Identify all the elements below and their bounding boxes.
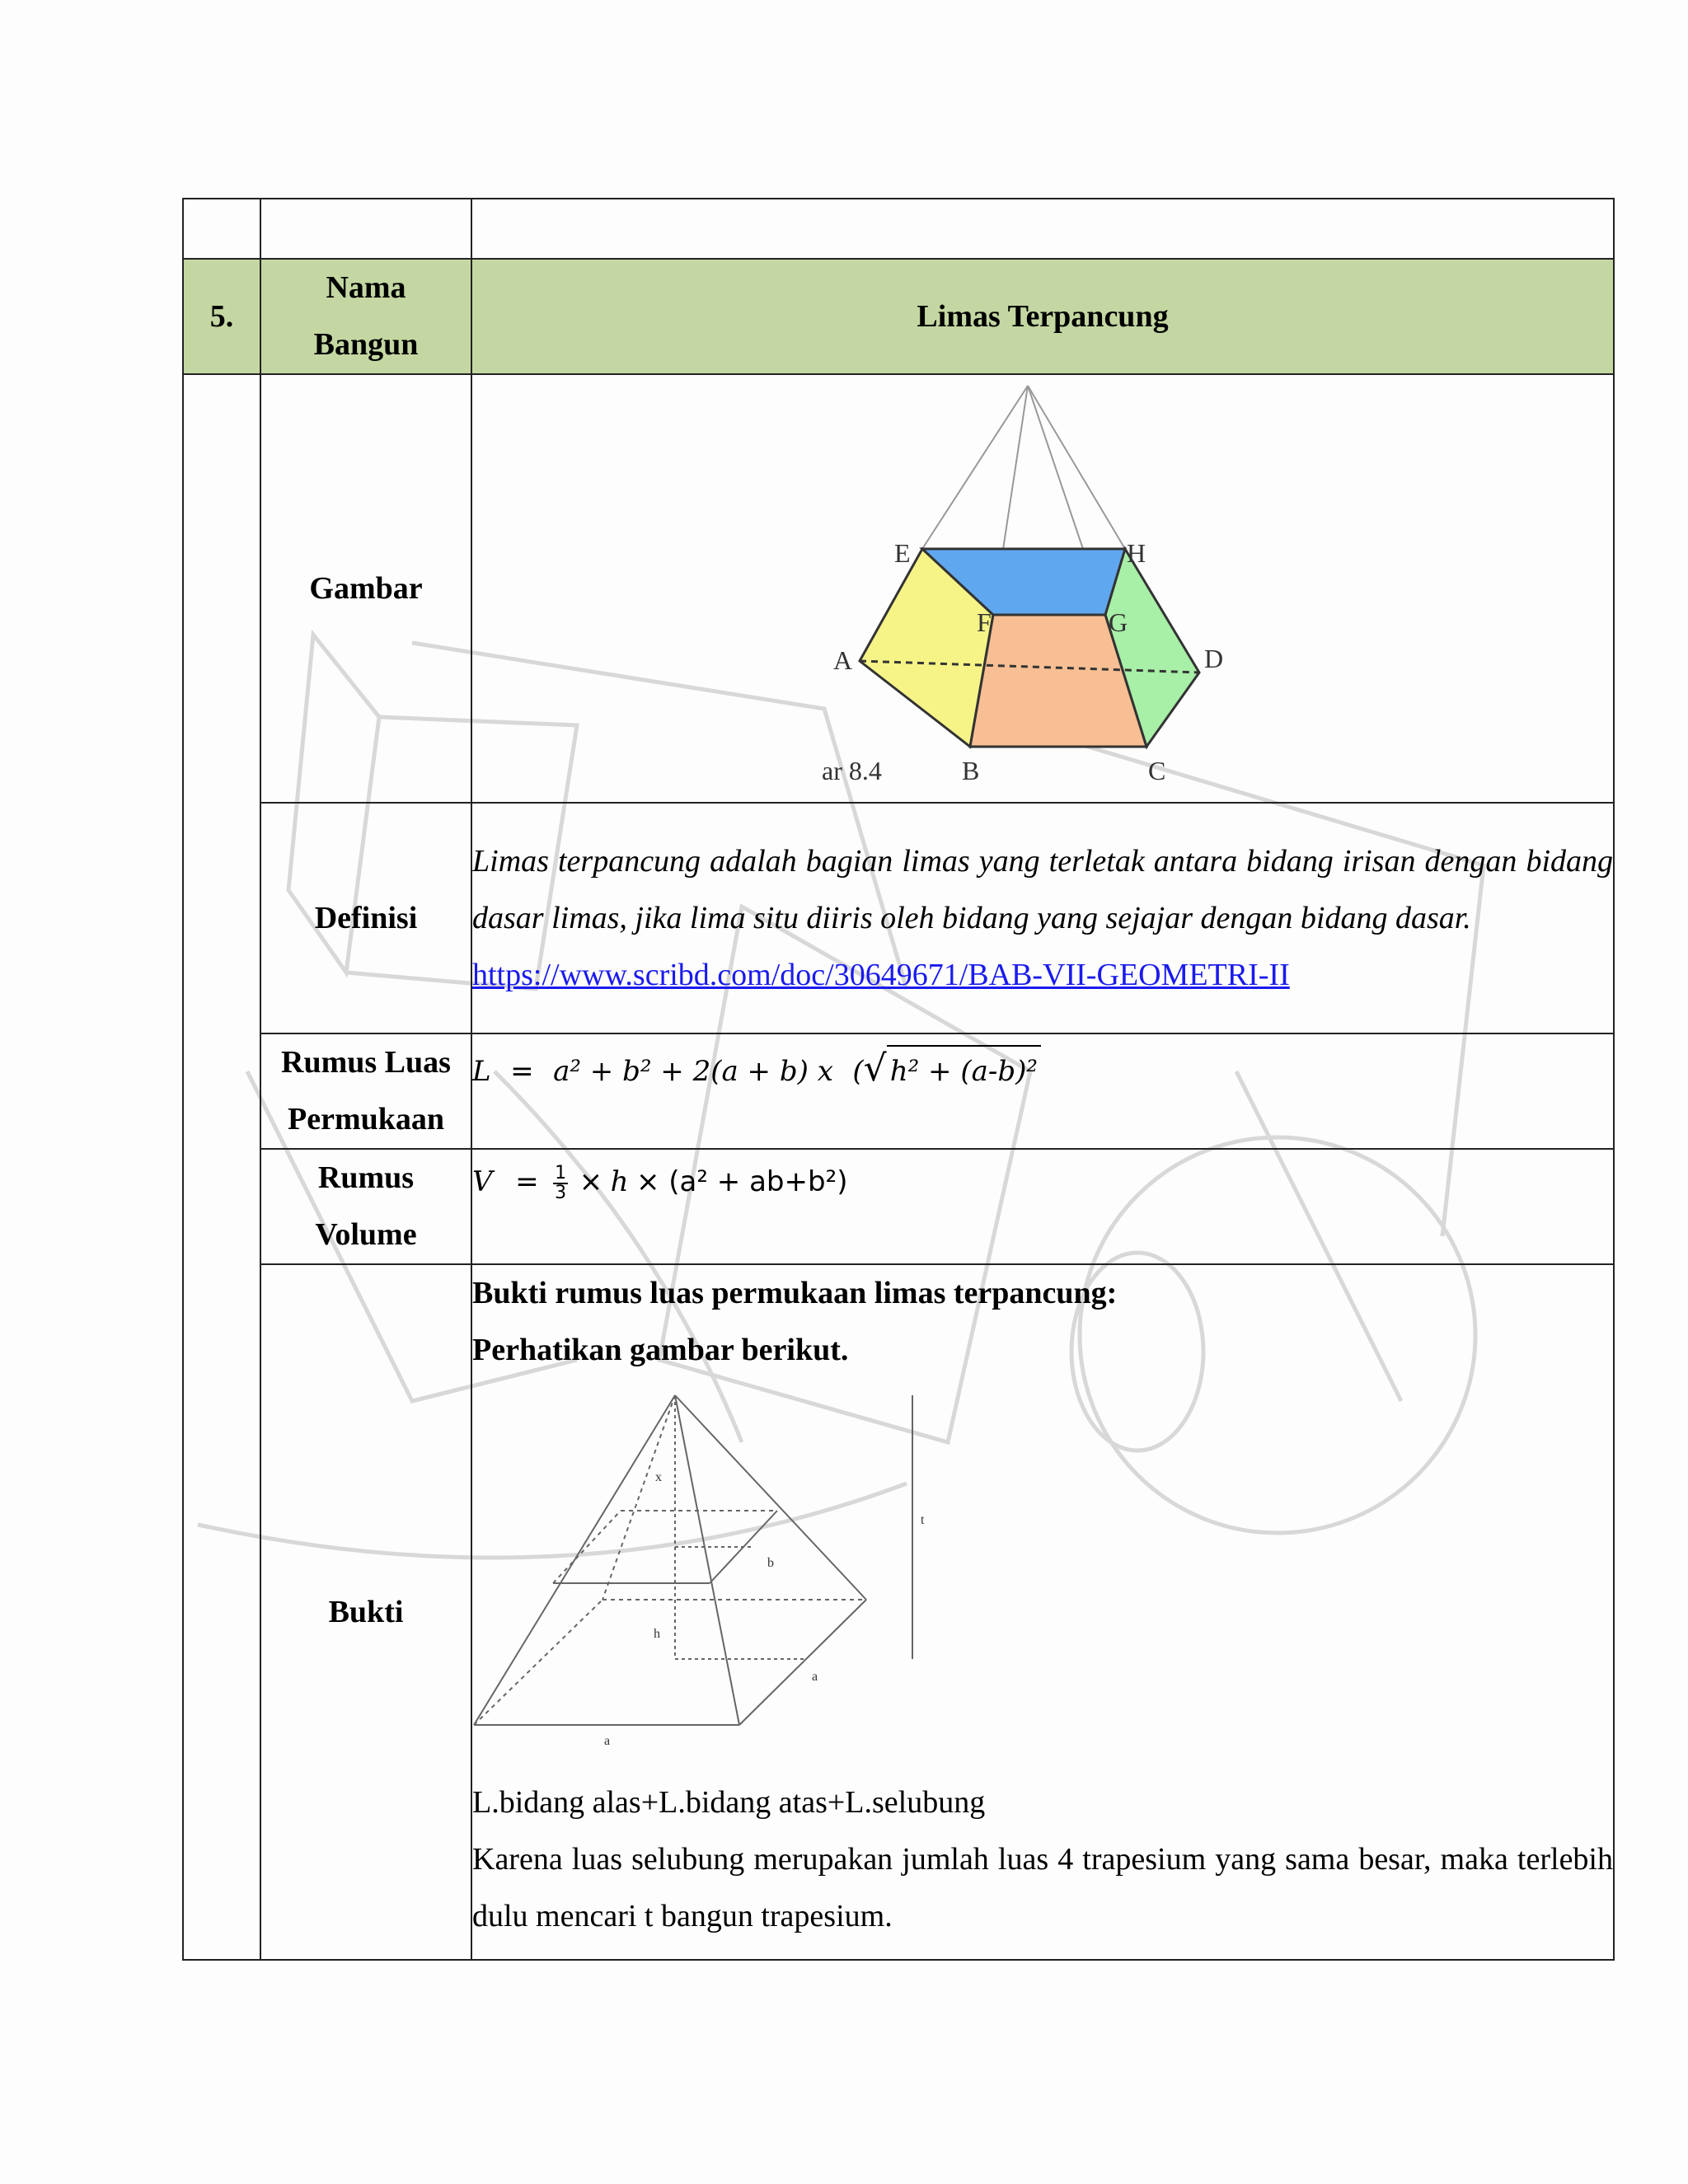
vertex-label-h: H: [1127, 538, 1146, 568]
apex-line: [922, 386, 1028, 549]
vertex-label-c: C: [1148, 756, 1166, 785]
bukti-line1: L.bidang alas+L.bidang atas+L.selubung: [472, 1785, 986, 1820]
pyramid-edge: [675, 1395, 739, 1725]
rumus-volume-label-line1: Rumus: [317, 1160, 415, 1195]
vertex-label-a: A: [833, 645, 853, 675]
rumus-luas-label-line1: Rumus Luas: [281, 1045, 451, 1080]
figure-caption-fragment: ar 8.4: [822, 756, 882, 785]
cut-hidden-edge: [553, 1511, 621, 1583]
pyramid-edge: [474, 1395, 675, 1725]
rumus-luas-label: [260, 1033, 471, 1149]
gambar-row: [183, 374, 1614, 803]
empty-top-row: [183, 199, 1614, 259]
rumus-luas-cell: [471, 1033, 1614, 1149]
shape-title: Limas Terpancung: [471, 259, 1614, 374]
fraction-numerator: 1: [555, 1163, 567, 1184]
definisi-label: Definisi: [260, 803, 471, 1033]
volume-fraction: [553, 1165, 568, 1202]
definisi-cell: [471, 803, 1614, 1033]
rumus-volume-row: [183, 1149, 1614, 1264]
label-b: b: [767, 1556, 774, 1570]
definisi-row: [183, 803, 1614, 1033]
rumus-luas-label-line2: Permukaan: [288, 1102, 444, 1137]
apex-line: [1028, 386, 1125, 549]
formula-open-paren: (: [852, 1055, 864, 1088]
bukti-label: Bukti: [260, 1264, 471, 1960]
name-label-line2: Bangun: [313, 327, 419, 362]
volume-lhs: V: [472, 1165, 493, 1198]
gambar-label: Gambar: [260, 374, 471, 803]
sqrt-symbol: √: [863, 1047, 887, 1090]
bukti-cell: [471, 1264, 1614, 1960]
bukti-heading1: Bukti rumus luas permukaan limas terpancung:: [472, 1276, 1118, 1310]
fraction-denominator: 3: [555, 1183, 567, 1204]
bukti-row: [183, 1264, 1614, 1960]
label-a-bottom: a: [604, 1734, 611, 1748]
shape-table: [182, 198, 1615, 1961]
source-link[interactable]: https://www.scribd.com/doc/30649671/BAB-VII-GEOMETRI-II: [472, 957, 1290, 992]
rumus-volume-label: [260, 1149, 471, 1264]
number-column-cell: [183, 374, 260, 1960]
volume-rest: × (a² + ab+b²): [635, 1165, 848, 1198]
empty-cell: [471, 199, 1614, 259]
formula-radicand: h² + (a-b)²: [887, 1045, 1041, 1096]
empty-cell: [260, 199, 471, 259]
name-label: [260, 259, 471, 374]
vertex-label-e: E: [894, 538, 911, 568]
rumus-volume-cell: [471, 1149, 1614, 1264]
volume-equals: =: [515, 1165, 539, 1198]
volume-h: h: [610, 1165, 629, 1198]
rumus-luas-row: [183, 1033, 1614, 1149]
vertex-label-b: B: [962, 756, 980, 785]
formula-part1: a² + b² + 2(a + b) x: [553, 1055, 833, 1088]
definisi-text: Limas terpancung adalah bagian limas yang terletak antara bidang irisan dengan bidang dasar limas, jika lima situ diiris oleh bidang yang sejajar dengan bidang dasar.: [472, 843, 1613, 935]
base-edge: [739, 1600, 866, 1725]
label-h: h: [654, 1627, 660, 1641]
gambar-cell: [471, 374, 1614, 803]
volume-times: ×: [579, 1165, 603, 1198]
label-x: x: [655, 1470, 662, 1484]
rumus-volume-label-line2: Volume: [315, 1217, 417, 1252]
frustum-figure: [472, 376, 1613, 801]
header-row: [183, 259, 1614, 374]
formula-equals: =: [510, 1055, 534, 1088]
empty-cell: [183, 199, 260, 259]
row-number: 5.: [183, 259, 260, 374]
vertex-label-d: D: [1204, 644, 1224, 673]
pyramid-proof-figure: [471, 1379, 965, 1774]
name-label-line1: Nama: [326, 270, 406, 305]
label-a-right: a: [812, 1670, 818, 1684]
label-t: t: [921, 1513, 925, 1527]
formula-lhs: L: [472, 1055, 491, 1088]
bukti-heading2: Perhatikan gambar berikut.: [472, 1333, 849, 1367]
vertex-label-f: F: [977, 607, 992, 637]
bukti-line2: Karena luas selubung merupakan jumlah luas 4 trapesium yang sama besar, maka terlebih dulu mencari t bangun trapesium.: [472, 1842, 1613, 1933]
vertex-label-g: G: [1109, 607, 1128, 637]
